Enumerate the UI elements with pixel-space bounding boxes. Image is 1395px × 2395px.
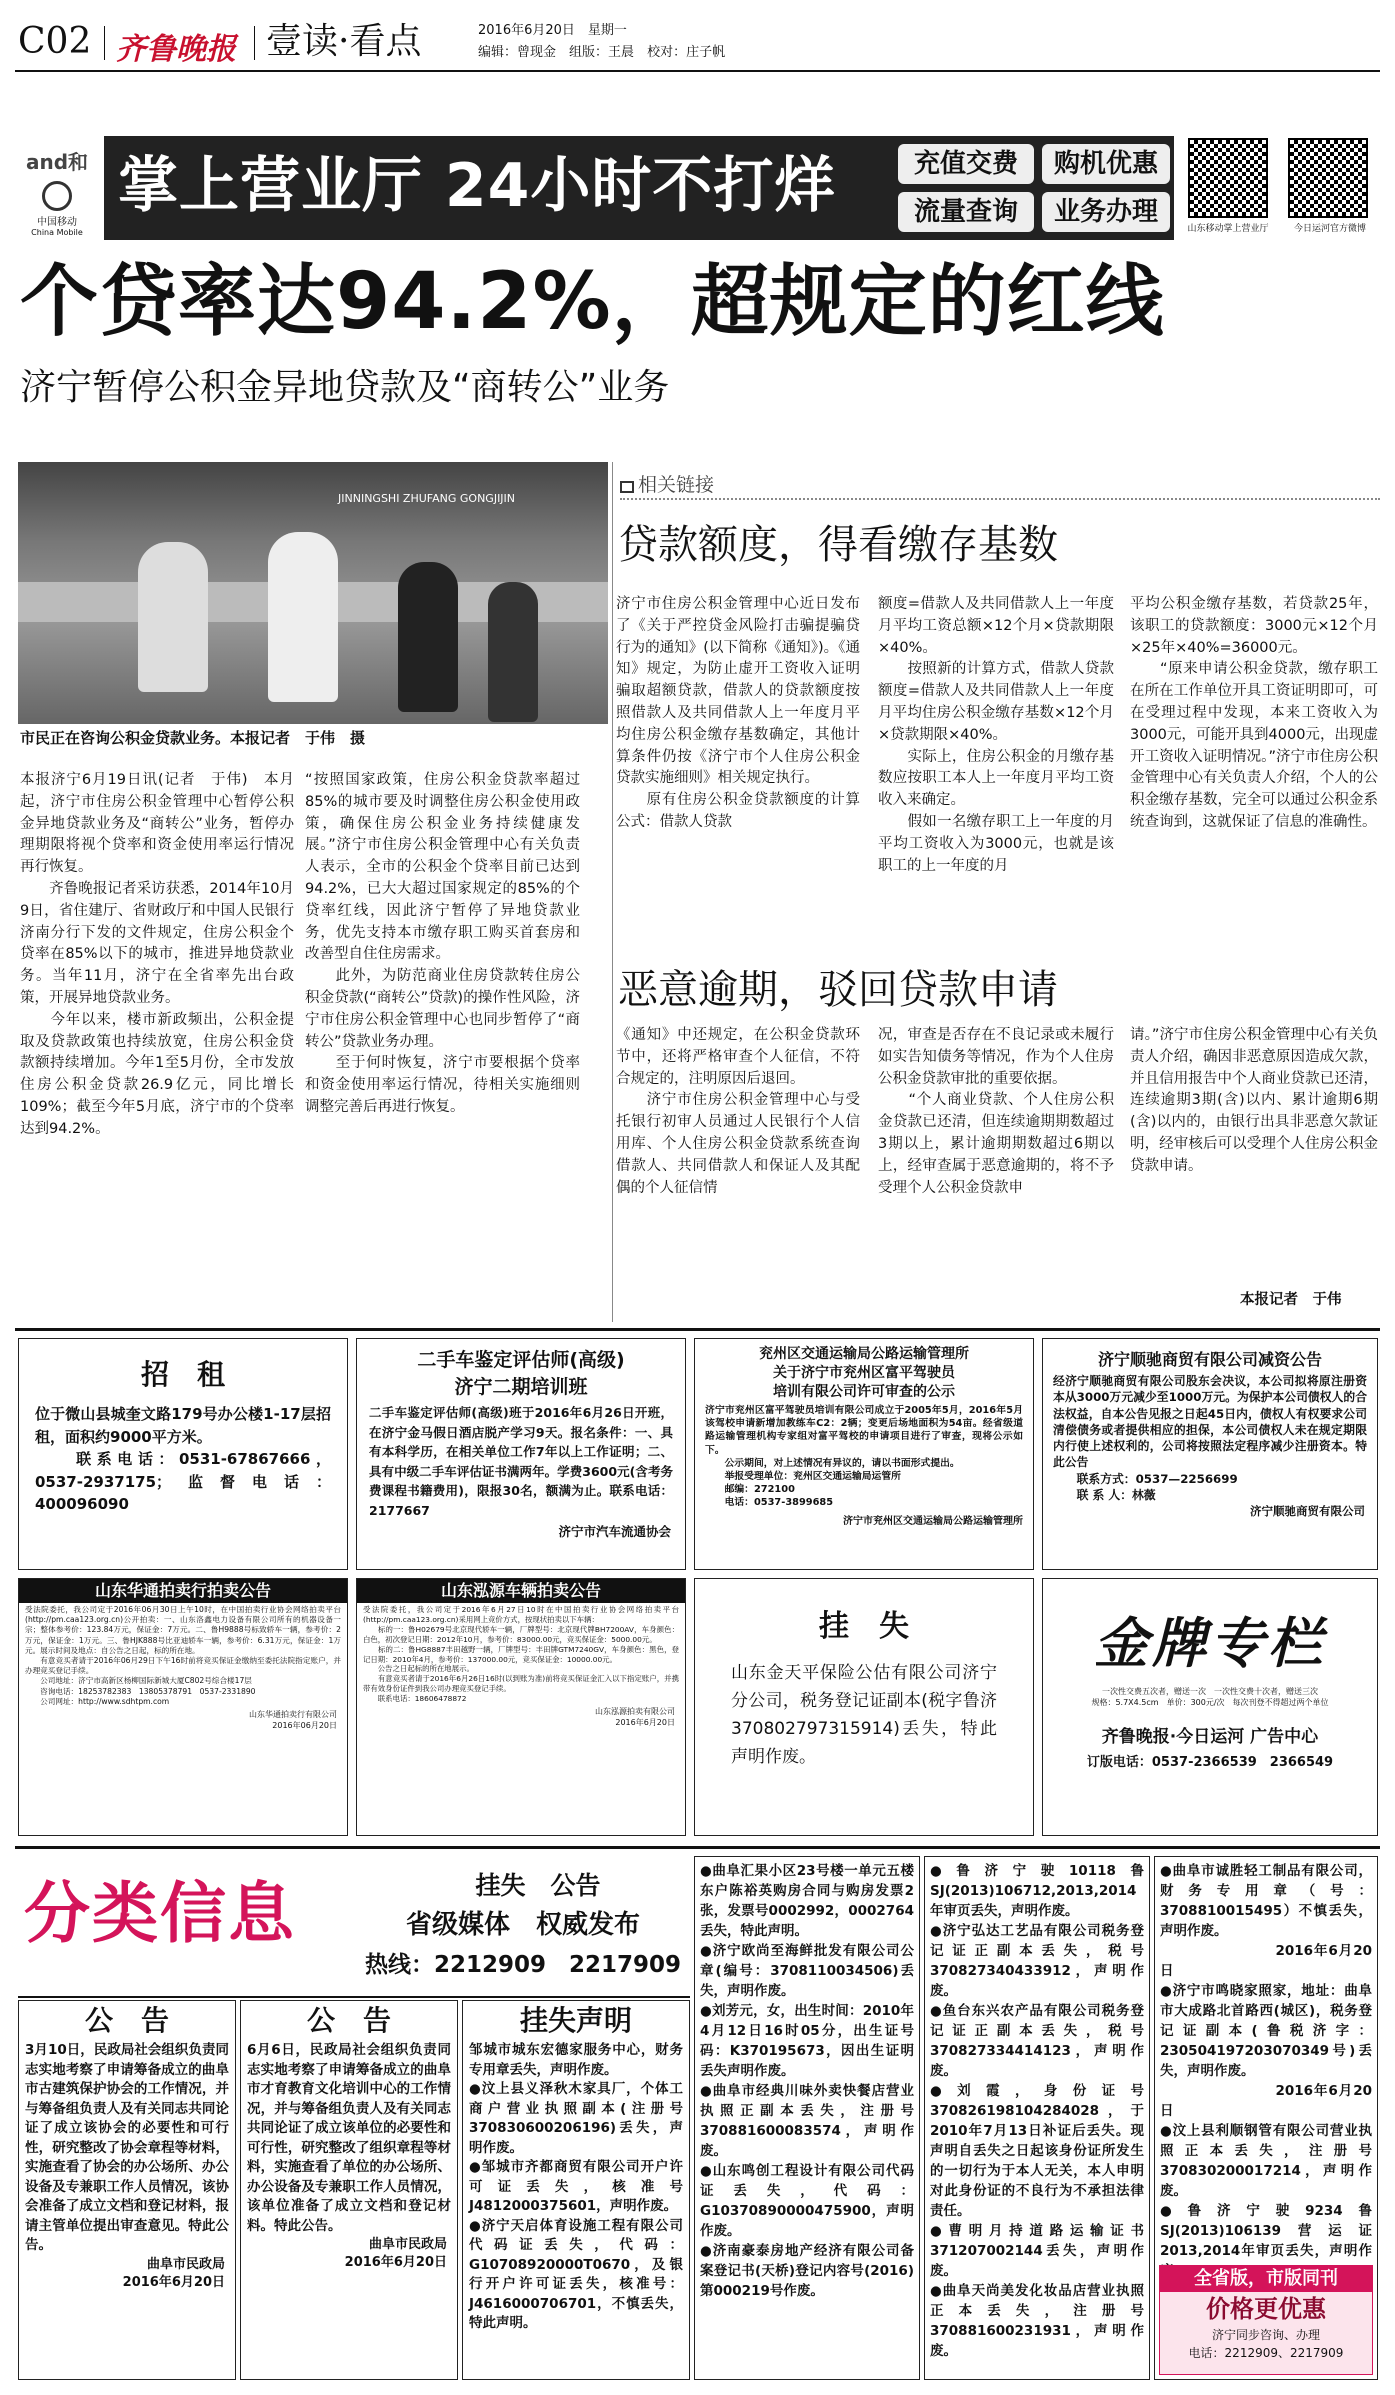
gonggao-2[interactable] bbox=[240, 2000, 458, 2380]
ershou-body: 二手车鉴定评估师(高级)班于2016年6月26日开班，在济宁金马假日酒店脱产学习9天。报名条件：一、具有本科学历，在相关单位工作7年以上工作证明；二、具有中级二手车评估证书满两年。学费3600元(含考务费课程书籍费用)，限报30名，额满为止。联系电话：2177667 bbox=[369, 1405, 673, 1518]
photo-person-2 bbox=[268, 532, 338, 702]
sidebar-2-col-3: 请。”济宁市住房公积金管理中心有关负责人介绍，确因非恶意原因造成欠款，并且信用报告中个人商业贷款已还清，连续逾期3期(含)以内、累计逾期6期(含)以内的，由银行出具非恶意欠款证明，经审核后可以受理个人住房公积金贷款申请。 bbox=[1130, 1027, 1378, 1174]
news-photo bbox=[18, 462, 608, 724]
staff-credits bbox=[478, 46, 725, 60]
sidebar-1-col-2: 额度=借款人及共同借款人上一年度月平均工资总额×12个月×贷款期限×40%。 按照新的计算方式，借款人贷款额度=借款人及共同借款人上一年度月平均住房公积金缴存基数×12个月×贷款期限×40%。 实际上，住房公积金的月缴存基数应按职工本人上一年度月平均工资收入来确定。 假如一名缴存职工上一年度的月平均工资收入为3000元，也就是该职工的上一年度的月 bbox=[878, 596, 1114, 874]
ad-yanzhou[interactable] bbox=[694, 1338, 1034, 1570]
photo-sign: JINNINGSHI ZHUFANG GONGJIJIN bbox=[338, 492, 516, 505]
hongyuan-title: 山东泓源车辆拍卖公告 bbox=[357, 1579, 685, 1603]
editor-text: 编辑：曾现金 bbox=[478, 45, 557, 60]
mobile-logo-icon bbox=[42, 181, 72, 211]
qr-2-label: 今日运河官方微博 bbox=[1293, 224, 1366, 234]
weekday-text: 星期一 bbox=[587, 23, 627, 38]
main-headline: 个贷率达94.2%，超规定的红线 bbox=[20, 257, 1165, 347]
zhaozu-title: 招 租 bbox=[140, 1358, 225, 1391]
yanzhou-sign: 济宁市兖州区交通运输局公路运输管理所 bbox=[843, 1515, 1023, 1527]
classified-col-4[interactable] bbox=[694, 1856, 920, 2380]
main-story-col-2: “按照国家政策，住房公积金贷款率超过85%的城市要及时调整住房公积金使用政策，确保住房公积金业务持续健康发展。”济宁市住房公积金管理中心有关负责人表示，全市的公积金个贷率目前已达到94.2%，已大大超过国家规定的85%的个贷率红线，因此济宁暂停了异地贷款业务，优先支持本市缴存职工购买首套房和改善型自住住房需求。 此外，为防范商业住房贷款转住房公积金贷款(“商转公”贷款)的操作性风险，济宁市住房公积金管理中心也同步暂停了“商转公”贷款业务办理。 至于何时恢复，济宁市要根据个贷率和资金使用率运行情况，待相关实施细则调整完善后再进行恢复。 bbox=[305, 772, 580, 1115]
gg1-body: 3月10日，民政局社会组织负责同志实地考察了申请筹备成立的曲阜市古建筑保护协会的工作情况，并与筹备组负责人及有关同志共同论证了成立该协会的必要性和可行性，研究整改了协会章程等材料，实施查看了协会的办公场所、办公设备及专兼职工作人员情况，该协会准备了成立文档和登记材料，报请主管单位提出审查意见。特此公告。 bbox=[25, 2042, 229, 2253]
shunchi-sign: 济宁顺驰商贸有限公司 bbox=[1250, 1504, 1365, 1519]
guashi-title: 挂 失 bbox=[819, 1609, 909, 1644]
c5-body: ●鲁济宁驶10118鲁SJ(2013)106712,2013,2014年审页丢失，声明作废。 ●济宁弘达工艺品有限公司税务登记证正副本丢失，税号370827340433912，声明作废。 ●鱼台东兴农产品有限公司税务登记证正副本丢失，税号370827334414123，声明作废。 ●刘霞，身份证号370826198104284028，于2010年7月13日补证后丢失。现声明自丢失之日起该身份证所发生的一切行为于本人无关，本人申明对此身份证的不良行为不承担法律责任。 ●曹明月持道路运输证书371207002144丢失，声明作废。 ●曲阜天尚美发化妆品店营业执照正本丢失，注册号370881600231931，声明作废。 bbox=[930, 1863, 1144, 2359]
ershou-title: 二手车鉴定评估师(高级) 济宁二期培训班 bbox=[417, 1349, 625, 1398]
tag-box-icon bbox=[620, 481, 634, 493]
promo-title: 全省版，市版同刊 bbox=[1160, 2266, 1372, 2292]
paper-logo: 齐鲁晚报 bbox=[116, 32, 236, 67]
promo-small: 济宁同步咨询、办理 bbox=[1211, 2328, 1320, 2342]
classified-col-5[interactable] bbox=[924, 1856, 1150, 2380]
jinpai-phone: 订版电话：0537-2366539 2366549 bbox=[1086, 1755, 1334, 1770]
classified-ad-title: 挂失 公告 bbox=[475, 1871, 601, 1900]
promo-sub: 价格更优惠 bbox=[1206, 2295, 1326, 2323]
date-text: 2016年6月20日 bbox=[478, 23, 575, 38]
guashi-shengming[interactable] bbox=[462, 2000, 690, 2380]
yanzhou-body: 济宁市兖州区富平驾驶员培训有限公司成立于2005年5月，2016年5月该驾校申请新增加教练车C2：2辆；变更后场地面积为54亩。经省级道路运输管理机构专家组对富平驾校的申请项目进行了审查，现将公示如下。 公示期间，对上述情况有异议的，请以书面形式提出。 举报受理单位：兖州区交通运输局运管所 邮编：272100 电话：0537-3899685 bbox=[705, 1405, 1023, 1509]
huatong-sign: 山东华通拍卖行有限公司 2016年06月20日 bbox=[249, 1710, 337, 1731]
main-story-col-1: 本报济宁6月19日讯(记者 于伟) 本月起，济宁市住房公积金管理中心暂停公积金异地贷款业务及“商转公”业务，暂停办理期限将视个贷率和资金使用率运行情况再行恢复。 齐鲁晚报记者采访获悉，2014年10月9日，省住建厅、省财政厅和中国人民银行济南分行下发的文件规定，住房公积金个贷率在85%以下的城市，推进异地贷款业务。当年11月，济宁在全省率先出台政策，开展异地贷款业务。 今年以来，楼市新政频出，公积金提取及贷款政策也持续放宽，住房公积金贷款额持续增加。今年1至5月份，全市发放住房公积金贷款26.9亿元，同比增长109%；截至今年5月底，济宁市的个贷率达到94.2%。 bbox=[20, 772, 294, 1137]
qr-code-2-icon[interactable] bbox=[1288, 138, 1368, 218]
classified-slogan: 省级媒体 权威发布 bbox=[405, 1910, 640, 1940]
china-mobile-logo bbox=[18, 140, 96, 236]
classified-hotline: 热线：2212909 2217909 bbox=[364, 1952, 682, 1978]
issue-date bbox=[478, 24, 627, 38]
gg2-title: 公 告 bbox=[306, 2004, 391, 2037]
sidebar-title-1: 贷款额度，得看缴存基数 bbox=[618, 522, 1058, 568]
photo-person-1 bbox=[138, 542, 208, 692]
banner-slogan: 掌上营业厅 24小时不打烊 bbox=[118, 151, 836, 221]
brand-text: 中国移动 bbox=[37, 217, 77, 228]
promo-box[interactable] bbox=[1159, 2265, 1373, 2375]
section-title: 壹读·看点 bbox=[266, 21, 422, 62]
guashi-body: 山东金天平保险公估有限公司济宁分公司，税务登记证副本(税字鲁济370802797315914)丢失，特此声明作废。 bbox=[731, 1663, 997, 1767]
qr-code-1-icon[interactable] bbox=[1188, 138, 1268, 218]
related-link-tag bbox=[620, 470, 1380, 500]
zhaozu-body: 位于微山县城奎文路179号办公楼1-17层招租，面积约9000平方米。 联系电话：0531-67867666，0537-2937175；监督电话：400096090 bbox=[35, 1405, 331, 1513]
classified-col-6[interactable] bbox=[1154, 1856, 1378, 2380]
hongyuan-sign: 山东泓源拍卖有限公司 2016年6月20日 bbox=[595, 1707, 675, 1728]
main-subheadline: 济宁暂停公积金异地贷款及“商转公”业务 bbox=[20, 367, 670, 408]
page-number: C02 bbox=[18, 21, 92, 62]
brand-en-text: China Mobile bbox=[31, 228, 83, 237]
jinpai-title: 金牌专栏 bbox=[1094, 1611, 1326, 1675]
ad-jinpai[interactable] bbox=[1042, 1578, 1378, 1836]
shunchi-body: 经济宁顺驰商贸有限公司股东会决议，本公司拟将原注册资本从3000万元减少至1000万元。为保护本公司债权人的合法权益，自本公告见报之日起45日内，债权人有权要求公司清偿债务或者提供相应的担保，本公司债权人未在规定期限内行使上述权利的，公司将按照法定程序减少注册资本。特此公告 联系方式：0537—2256699 联 系 人：林薇 bbox=[1053, 1374, 1367, 1503]
ad-guashi[interactable] bbox=[694, 1578, 1034, 1836]
sidebar-1-col-3: 平均公积金缴存基数，若贷款25年，该职工的贷款额度：3000元×12个月×25年×40%=36000元。 “原来申请公积金贷款，缴存职工在所在工作单位开具工资证明即可，可在受理过程中发现，本来工资收入为3000元，可能开具到4000元，出现虚开工资收入证明情况。”济宁市住房公积金管理中心有关负责人介绍，个人的公积金缴存基数，完全可以通过公积金系统查询到，这就保证了信息的准确性。 bbox=[1130, 596, 1378, 830]
pill-recharge[interactable]: 充值交费 bbox=[898, 144, 1034, 184]
gs-body: 邹城市城东宏德家服务中心，财务专用章丢失，声明作废。 ●汶上县义泽秋木家具厂，个体工商户营业执照副本(注册号370830600206196)丢失，声明作废。 ●邹城市齐都商贸有限公司开户许可证丢失，核准号J4812000375601，声明作废。 ●济宁天启体育设施工程有限公司代码证丢失，代码：G10708920000T0670，及银行开户许可证丢失，核准号：J4616000706701，不慎丢失，特此声明。 bbox=[469, 2042, 683, 2331]
gg1-sign: 曲阜市民政局 2016年6月20日 bbox=[122, 2256, 225, 2290]
ad-hongyuan[interactable] bbox=[356, 1578, 686, 1836]
layout-text: 组版：王晨 bbox=[569, 45, 635, 60]
jinpai-note: 一次性交费五次者，赠送一次 一次性交费十次者，赠送三次 规格：5.7X4.5cm 单价：300元/次 每次刊登不得超过两个单位 bbox=[1091, 1687, 1329, 1707]
c4-body: ●曲阜汇果小区23号楼一单元五楼东户陈裕英购房合同与购房发票2张，发票号0002992，0002764丢失，特此声明。 ●济宁欧尚至海鲜批发有限公司公章(编号：3708110034506)丢失，声明作废。 ●刘芳元，女，出生时间：2010年4月12日16时05分，出生证号码：K370195673，因出生证明丢失声明作废。 ●曲阜市经典川味外卖快餐店营业执照正副本丢失，注册号370881600083574，声明作废。 ●山东鸣创工程设计有限公司代码证丢失，代码：G10370890000475900，声明作废。 ●济南豪泰房地产经济有限公司备案登记书(天桥)登记内容号(2016)第000219号作废。 bbox=[700, 1863, 914, 2299]
photo-caption: 市民正在咨询公积金贷款业务。本报记者 于伟 摄 bbox=[20, 729, 366, 747]
gonggao-1[interactable] bbox=[18, 2000, 236, 2380]
classified-brand: 分类信息 bbox=[24, 1875, 296, 1952]
qr-1-label: 山东移动掌上营业厅 bbox=[1187, 224, 1269, 234]
classified-header bbox=[18, 1856, 698, 1994]
jinpai-org: 齐鲁晚报·今日运河 广告中心 bbox=[1101, 1727, 1319, 1747]
yanzhou-title: 兖州区交通运输局公路运输管理所 关于济宁市兖州区富平驾驶员 培训有限公司许可审查的公示 bbox=[759, 1346, 969, 1400]
ad-huatong[interactable] bbox=[18, 1578, 348, 1836]
sidebar-2-col-1: 《通知》中还规定，在公积金贷款环节中，还将严格审查个人征信，不符合规定的，注明原因后退回。 济宁市住房公积金管理中心与受托银行初审人员通过人民银行个人信用库、个人住房公积金贷款系统查询借款人、共同借款人和保证人及其配偶的个人征信情 bbox=[616, 1027, 860, 1196]
related-link-label: 相关链接 bbox=[638, 474, 715, 496]
sidebar-2-col-2: 况，审查是否存在不良记录或未履行如实告知债务等情况，作为个人住房公积金贷款审批的重要依据。 “个人商业贷款、个人住房公积金贷款已还清，但连续逾期期数超过3期以上，累计逾期期数超过6期以上，经审查属于恶意逾期的，将不予受理个人公积金贷款申 bbox=[878, 1027, 1114, 1196]
promo-phone: 电话：2212909、2217909 bbox=[1188, 2346, 1344, 2360]
pill-data-query[interactable]: 流量查询 bbox=[898, 192, 1034, 232]
gg2-sign: 曲阜市民政局 2016年6月20日 bbox=[344, 2237, 447, 2270]
ershou-org: 济宁市汽车流通协会 bbox=[558, 1524, 671, 1539]
proof-text: 校对：庄子帆 bbox=[647, 45, 726, 60]
pill-phone-deals[interactable]: 购机优惠 bbox=[1042, 144, 1170, 184]
huatong-body: 受法院委托，我公司定于2016年06月30日上午10时，在中国拍卖行业协会网络拍卖平台(http://pm.caa123.org.cn)公开拍卖：一、山东洛鑫电力设备有限公司所有的机器设备一宗；整体参考价：123.84万元，保证金：7万元。二、鲁H9888号标致轿车一辆，参考价：2万元，保证金：1万元。三、鲁HJK888号比亚迪轿车一辆，参考价：6.31万元，保证金：1万元。展示时间及地点：自公告之日起，标的所在地。 有意竞买者请于2016年06月29日下午16时前将竞买保证金缴纳至委托法院指定账户，并办理竞买登记手续。 公司地址：济宁市高新区杨柳国际新城大厦C802号综合楼17层 咨询电话：18253782383 13805378791 0537-2331890 公司网址：http://www.sdhtpm.com bbox=[25, 1605, 341, 1706]
shunchi-title: 济宁顺驰商贸有限公司减资公告 bbox=[1097, 1350, 1322, 1369]
and-logo-text: and和 bbox=[25, 150, 89, 174]
ad-ershou[interactable] bbox=[356, 1338, 686, 1570]
huatong-title: 山东华通拍卖行拍卖公告 bbox=[19, 1579, 347, 1603]
gg1-title: 公 告 bbox=[84, 2004, 169, 2037]
hongyuan-body: 受法院委托，我公司定于2016年6月27日10时在中国拍卖行业协会网络拍卖平台(http://pm.caa123.org.cn)采用网上竞价方式，按现状拍卖以下车辆： 标的一：鲁H02679号北京现代轿车一辆，厂牌型号：北京现代牌BH7200AV，车身颜色：白色，初次登记日期：2012年10月，参考价：83000.00元，竞买保证金：5000.00元。 标的二：鲁HG8887丰田越野一辆，厂牌型号：丰田牌GTM7240GV，车身颜色：黑色，登记日期：2010年4月，参考价：137000.00元，竞买保证金：10000.00元。 公告之日起标的所在地展示。 有意竞买者请于2016年6月26日16时(以到账为准)前将竞买保证金汇入以下指定账户，并携带有效身份证件到我公司办理竞买登记手续。 联系电话：18606478872 bbox=[363, 1605, 679, 1704]
china-mobile-banner[interactable] bbox=[18, 136, 1378, 240]
sidebar-title-2: 恶意逾期，驳回贷款申请 bbox=[618, 967, 1058, 1013]
sidebar-byline: 本报记者 于伟 bbox=[1240, 1292, 1342, 1308]
gg2-body: 6月6日，民政局社会组织负责同志实地考察了申请筹备成立的曲阜市才育教育文化培训中心的工作情况，并与筹备组负责人及有关同志共同论证了成立该单位的必要性和可行性，研究整改了组织章程等材料，实施查看了单位的办公场所、办公设备及专兼职工作人员情况，该单位准备了成立文档和登记材料。特此公告。 bbox=[247, 2042, 451, 2234]
pill-business[interactable]: 业务办理 bbox=[1042, 192, 1170, 232]
photo-person-3 bbox=[398, 562, 458, 712]
sidebar-1-col-1: 济宁市住房公积金管理中心近日发布了《关于严控贷金风险打击骗提骗贷行为的通知》(以下简称《通知》)。《通知》规定，为防止虚开工资收入证明骗取超额贷款，借款人的贷款额度按照借款人及共同借款人上一年度月平均住房公积金缴存基数确定，其他计算条件仍按《济宁市个人住房公积金贷款实施细则》相关规定执行。 原有住房公积金贷款额度的计算公式：借款人贷款 bbox=[616, 596, 860, 830]
page-header bbox=[0, 0, 1395, 72]
gs-title: 挂失声明 bbox=[519, 2004, 632, 2037]
ad-zhaozu[interactable] bbox=[18, 1338, 348, 1570]
photo-person-4 bbox=[488, 582, 538, 722]
c6-body: ●曲阜市诚胜轻工制品有限公司，财务专用章（号：3708810015495）不慎丢失，声明作废。 2016年6月20日 ●济宁市鸣晓家照家，地址：曲阜市大成路北首路西(城区)，税务登记证副本(鲁税济字：230504197203070349号)丢失，声明作废。 2016年6月20日 ●汶上县利顺钢管有限公司营业执照正本丢失，注册号370830200017214，声明作废。 ●鲁济宁驶9234鲁SJ(2013)106139营运证2013,2014年审页丢失，声明作 bbox=[1160, 1863, 1372, 2259]
ad-shunchi[interactable] bbox=[1042, 1338, 1378, 1570]
